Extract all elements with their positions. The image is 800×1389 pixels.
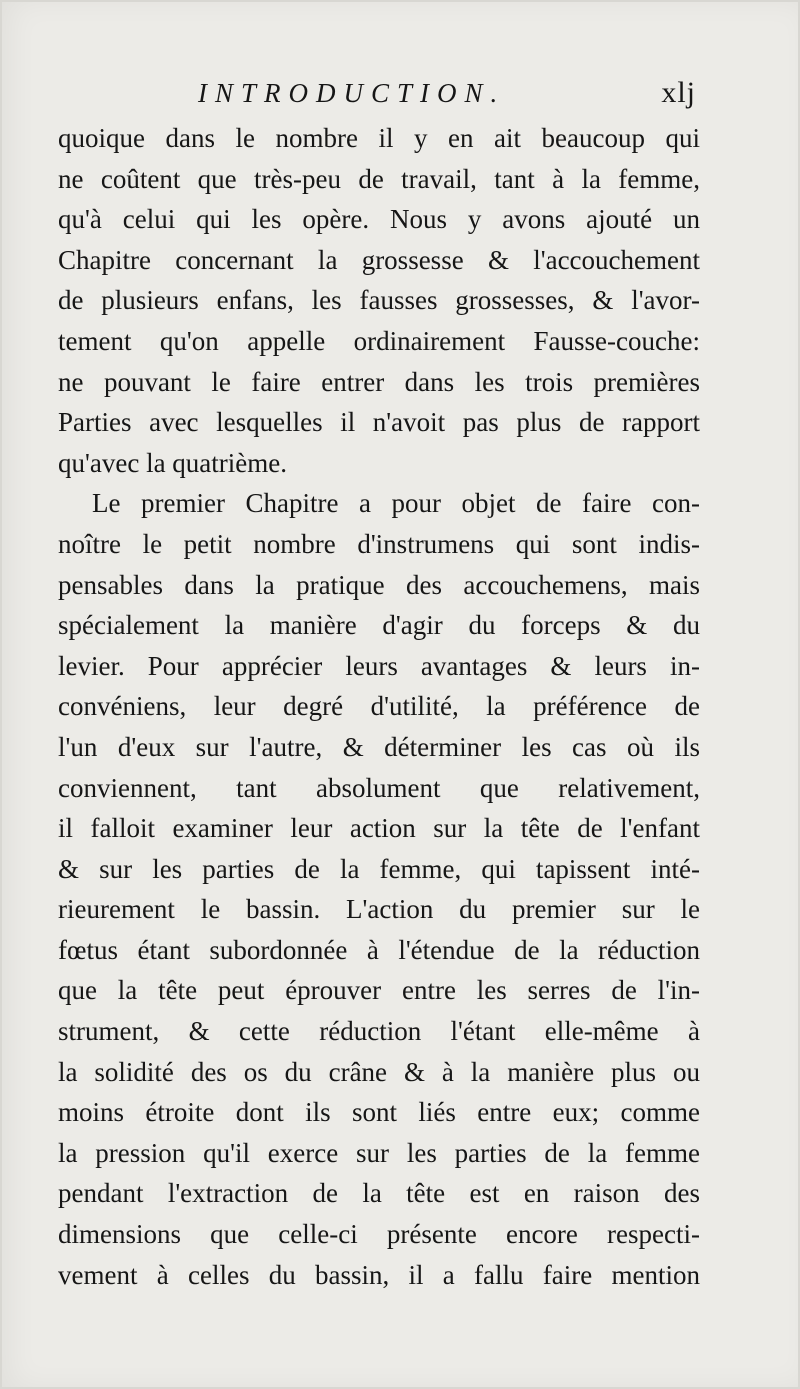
- text-line: fœtus étant subordonnée à l'étendue de la réduction: [58, 934, 700, 965]
- page-number: xlj: [661, 76, 696, 109]
- text-line: l'un d'eux sur l'autre, & déterminer les cas où ils: [58, 731, 700, 762]
- text-line: il falloit examiner leur action sur la tête de l'enfant: [58, 813, 700, 844]
- text-line: qu'à celui qui les opère. Nous y avons ajouté un: [58, 204, 700, 235]
- text-line: la pression qu'il exerce sur les parties de la femme: [58, 1137, 700, 1168]
- running-head: INTRODUCTION.: [198, 78, 506, 108]
- text-line: vement à celles du bassin, il a fallu faire mention: [58, 1259, 700, 1290]
- text-line: la solidité des os du crâne & à la manière plus ou: [58, 1056, 700, 1087]
- text-line: dimensions que celle-ci présente encore respecti-: [58, 1219, 700, 1250]
- text-line: ne pouvant le faire entrer dans les trois premières: [58, 366, 700, 397]
- text-line: Chapitre concernant la grossesse & l'accouchement: [58, 244, 700, 275]
- text-line: Parties avec lesquelles il n'avoit pas plus de rapport: [58, 407, 700, 438]
- text-line: quoique dans le nombre il y en ait beaucoup qui: [58, 123, 700, 153]
- text-line: Le premier Chapitre a pour objet de faire con-: [92, 488, 700, 519]
- text-line: de plusieurs enfans, les fausses grossesses, & l'avor-: [58, 285, 700, 316]
- text-line: & sur les parties de la femme, qui tapissent inté-: [58, 853, 700, 884]
- text-line: pendant l'extraction de la tête est en raison des: [58, 1178, 700, 1209]
- text-line: convéniens, leur degré d'utilité, la préférence de: [58, 691, 700, 722]
- text-line: conviennent, tant absolument que relativement,: [58, 772, 700, 803]
- text-line: ne coûtent que très-peu de travail, tant à la femme,: [58, 163, 700, 194]
- text-line: moins étroite dont ils sont liés entre eux; comme: [58, 1097, 700, 1128]
- text-line: qu'avec la quatrième.: [58, 447, 287, 478]
- page-header: [60, 72, 698, 120]
- text-line: noître le petit nombre d'instrumens qui sont indis-: [58, 528, 700, 559]
- text-line: pensables dans la pratique des accouchemens, mais: [58, 569, 700, 600]
- text-line: levier. Pour apprécier leurs avantages & leurs in-: [58, 650, 700, 681]
- text-line: spécialement la manière d'agir du forceps & du: [58, 610, 700, 641]
- text-line: tement qu'on appelle ordinairement Fausse-couche:: [58, 325, 700, 356]
- body-text: [58, 118, 700, 1295]
- text-line: que la tête peut éprouver entre les serres de l'in-: [58, 975, 700, 1006]
- text-line: rieurement le bassin. L'action du premier sur le: [58, 894, 700, 925]
- text-line: strument, & cette réduction l'étant elle-même à: [58, 1016, 700, 1047]
